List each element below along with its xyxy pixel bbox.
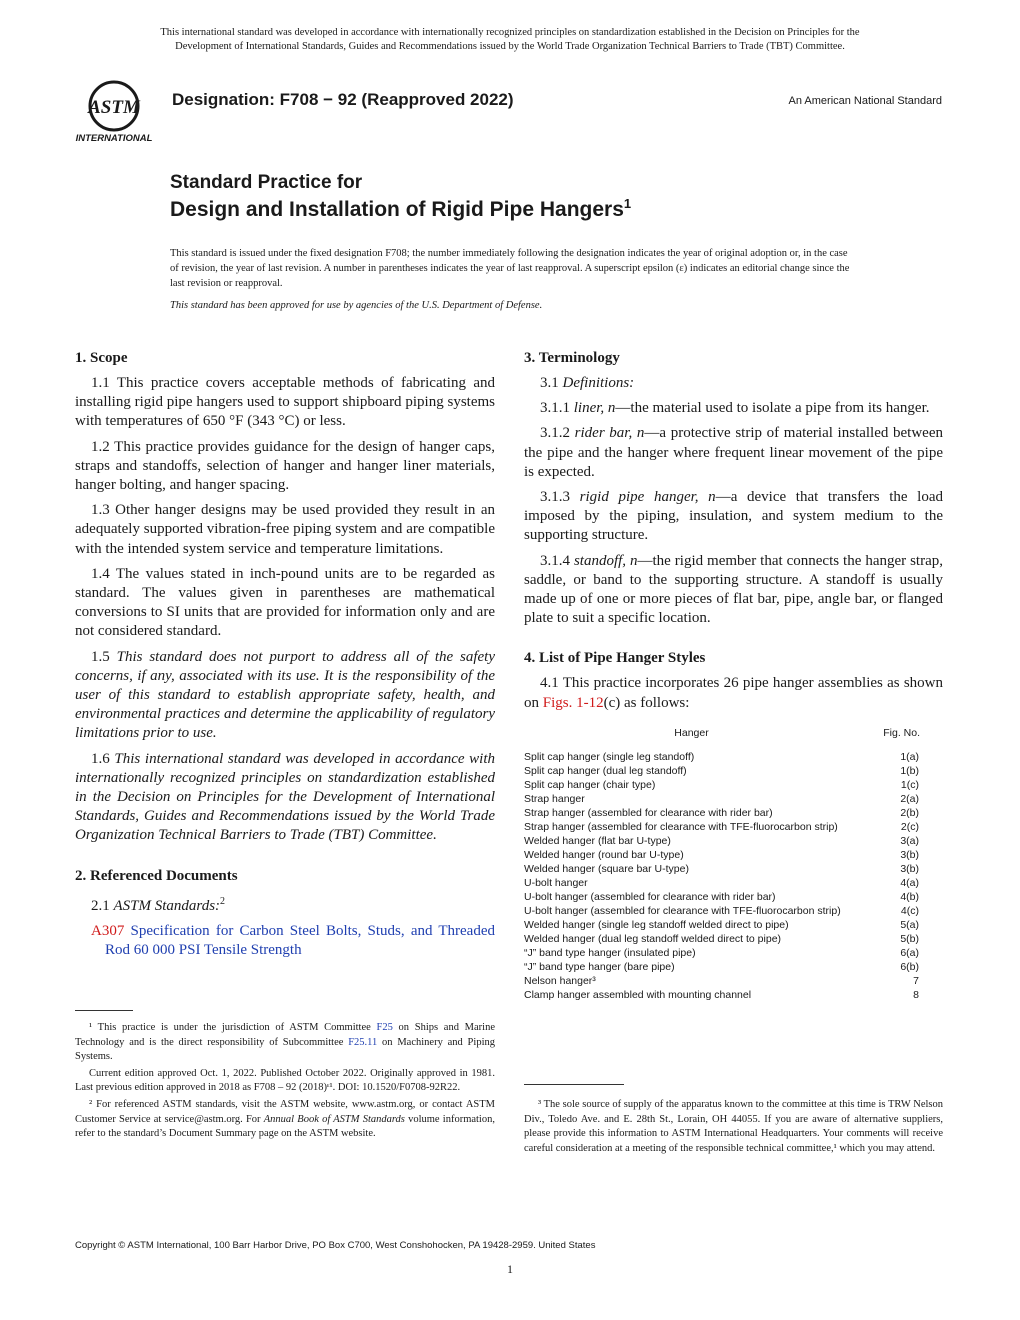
hanger-name: “J” band type hanger (bare pipe)	[524, 961, 675, 973]
footnote-rule-right	[524, 1084, 624, 1085]
footnote-3-text: ³ The sole source of supply of the apparatus known to the committee at this time is TRW Nelson Div., Toledo Ave. and E. 28th St., Lorain, OH 44055. If you are aware of alternative suppliers, please provide this information to ASTM International Headquarters. Your comments will receive careful consideration at a meeting of the responsible technical committee,¹ which you may attend.	[524, 1099, 943, 1154]
footnote-1-tail: on Machinery and Piping Systems.	[75, 1036, 495, 1063]
hanger-fig-no: 3(a)	[900, 835, 919, 847]
table-row	[524, 834, 920, 848]
definition-num: 3.1.2	[540, 425, 570, 442]
definition-text: —a protective strip of material installed between the pipe and the hanger where frequent linear movement of the pipe is expected.	[524, 425, 944, 480]
hanger-name: Split cap hanger (chair type)	[524, 779, 656, 791]
footnote-rule-left	[75, 1010, 133, 1011]
para-4-1-text: 4.1 This practice incorporates 26 pipe hanger assemblies as shown on	[524, 675, 943, 711]
hanger-name: Welded hanger (flat bar U-type)	[524, 835, 671, 847]
table-row	[524, 862, 920, 876]
table-row	[524, 960, 920, 974]
copyright: Copyright © ASTM International, 100 Barr Harbor Drive, PO Box C700, West Conshohocken, PA 19428-2959. United States	[75, 1240, 596, 1251]
table-row	[524, 778, 920, 792]
footnotes-left	[75, 1021, 495, 1144]
hanger-fig-no: 6(a)	[900, 947, 919, 959]
footnote-2-tail: volume information, refer to the standard’s Document Summary page on the ASTM website.	[75, 1113, 495, 1140]
hanger-name: Split cap hanger (dual leg standoff)	[524, 765, 687, 777]
para-1-6-num: 1.6	[91, 750, 110, 767]
para-1-4: 1.4 The values stated in inch-pound units are to be regarded as standard. The values given in parentheses are mathematical conversions to SI units that are provided for information only and are not considered standard.	[75, 565, 495, 640]
hanger-fig-no: 4(c)	[900, 905, 919, 917]
fig-column-header: Fig. No.	[883, 727, 920, 739]
table-row	[524, 904, 920, 918]
footnote-1	[75, 1021, 495, 1065]
dod-note: This standard has been approved for use by agencies of the U.S. Department of Defense.	[170, 300, 543, 311]
hanger-name: U-bolt hanger (assembled for clearance with TFE-fluorocarbon strip)	[524, 905, 841, 917]
para-2-1-label: ASTM Standards:	[113, 897, 221, 914]
definition-text: —the material used to isolate a pipe from its hanger.	[615, 400, 930, 417]
designation: Designation: F708 − 92 (Reapproved 2022)	[172, 90, 514, 109]
para-3-1-label: Definitions:	[562, 375, 635, 391]
reference-a307[interactable]	[75, 922, 495, 960]
para-1-3: 1.3 Other hanger designs may be used provided they result in an adequately supported vibration-free piping system and are compatible with the intended system service and temperature limitations.	[75, 502, 495, 557]
hanger-name: Strap hanger (assembled for clearance with rider bar)	[524, 807, 773, 819]
hanger-column-header: Hanger	[674, 727, 709, 739]
hanger-name: “J” band type hanger (insulated pipe)	[524, 947, 696, 959]
footnote-2-text: ² For referenced ASTM standards, visit the ASTM website, www.astm.org, or contact ASTM Customer Service at service@astm.org. For	[75, 1098, 495, 1125]
para-4-1-tail: (c) as follows:	[603, 694, 690, 711]
para-1-5-num: 1.5	[91, 648, 110, 665]
table-row	[524, 876, 920, 890]
hanger-name: Strap hanger (assembled for clearance with TFE-fluorocarbon strip)	[524, 821, 838, 833]
hanger-name: Clamp hanger assembled with mounting channel	[524, 989, 752, 1001]
table-row	[524, 764, 920, 778]
title-line-2	[170, 196, 631, 222]
hanger-table-body	[524, 750, 920, 1002]
table-row	[524, 988, 920, 1002]
hanger-fig-no: 3(b)	[900, 863, 919, 875]
para-1-6	[75, 750, 495, 846]
footnote-1-mid: on Ships and Marine Technology and is the direct responsibility of Subcommittee	[75, 1022, 495, 1048]
hanger-fig-no: 5(a)	[900, 919, 919, 931]
para-1-1: 1.1 This practice covers acceptable methods of fabricating and installing rigid pipe hangers used to support shipboard piping systems with temperatures of 650 °F (343 °C) or less.	[75, 375, 495, 430]
para-3-1-num: 3.1	[540, 375, 559, 391]
astm-logo	[66, 78, 162, 144]
definition-text: —the rigid member that connects the hanger strap, saddle, or band to the supporting structure. A standoff is usually made up of one or more pieces of flat bar, pipe, angle bar, or flanged plate to suit a specific location.	[524, 552, 943, 627]
definition-term: liner, n	[573, 400, 616, 417]
para-1-6-text: This international standard was developed in accordance with internationally recognized principles on standardization established in the Decision on Principles for the Development of International Standards, Guides and Recommendations issued by the World Trade Organization Technical Barriers to Trade (TBT) Committee.	[75, 750, 495, 844]
table-row	[524, 792, 920, 806]
reference-title[interactable]: Specification for Carbon Steel Bolts, Studs, and Threaded Rod 60 000 PSI Tensile Strength	[105, 922, 495, 959]
table-row	[524, 932, 920, 946]
hanger-fig-no: 1(c)	[900, 779, 919, 791]
hanger-name: Welded hanger (dual leg standoff welded direct to pipe)	[524, 933, 782, 945]
table-row	[524, 946, 920, 960]
page-number: 1	[507, 1262, 513, 1276]
para-1-5	[75, 648, 495, 744]
left-column	[75, 348, 495, 960]
reference-code[interactable]: A307	[91, 922, 125, 939]
table-row	[524, 820, 920, 834]
para-3-1	[524, 374, 943, 393]
para-2-1-sup: 2	[220, 895, 226, 907]
hanger-name: Welded hanger (single leg standoff welded direct to pipe)	[524, 919, 789, 931]
table-row	[524, 890, 920, 904]
wto-notice-line-2: Development of International Standards, Guides and Recommendations issued by the World Trade Organization Technical Barriers to Trade (TBT) Committee.	[175, 41, 845, 52]
definition-term: rigid pipe hanger, n	[579, 489, 716, 506]
footnote-3	[524, 1098, 943, 1158]
right-column	[524, 348, 943, 719]
wto-notice-line-1: This international standard was developed in accordance with internationally recognized principles on standardization established in the Decision on Principles for the	[160, 27, 860, 38]
definition-rider-bar	[524, 424, 943, 482]
footnote-2	[75, 1098, 495, 1142]
definition-liner	[524, 399, 943, 418]
hanger-fig-no: 4(b)	[900, 891, 919, 903]
title-footnote-mark: 1	[623, 196, 632, 211]
hanger-name: U-bolt hanger	[524, 877, 588, 889]
section-3-heading: 3. Terminology	[524, 350, 620, 366]
hanger-fig-no: 8	[913, 989, 919, 1001]
table-row	[524, 806, 920, 820]
definition-term: rider bar, n	[574, 425, 645, 442]
table-row	[524, 750, 920, 764]
wto-notice	[60, 26, 960, 54]
hanger-name: Welded hanger (round bar U-type)	[524, 849, 684, 861]
hanger-fig-no: 5(b)	[900, 933, 919, 945]
para-2-1-num: 2.1	[91, 897, 110, 914]
footnote-2-italic: Annual Book of ASTM Standards	[263, 1113, 405, 1125]
definition-text: —a device that transfers the load imposed by the piping, insulation, and system medium to the supporting structure.	[524, 489, 944, 544]
hanger-fig-no: 2(c)	[900, 821, 919, 833]
table-row	[524, 918, 920, 932]
hanger-fig-no: 2(b)	[900, 807, 919, 819]
hanger-name: Strap hanger	[524, 793, 585, 805]
hanger-fig-no: 2(a)	[900, 793, 919, 805]
astm-logo-subtext: INTERNATIONAL	[75, 133, 153, 144]
hanger-name: Welded hanger (square bar U-type)	[524, 863, 689, 875]
title-text: Design and Installation of Rigid Pipe Hangers	[170, 198, 624, 221]
section-2-heading: 2. Referenced Documents	[75, 867, 238, 884]
astm-logo-text: ASTM	[88, 97, 140, 118]
table-row	[524, 974, 920, 988]
definition-standoff	[524, 552, 943, 629]
hanger-fig-no: 4(a)	[900, 877, 919, 889]
hanger-fig-no: 3(b)	[900, 849, 919, 861]
committee-link[interactable]: F25	[376, 1022, 393, 1033]
para-1-2: 1.2 This practice provides guidance for the design of hanger caps, straps and standoffs, selection of hanger and hanger liner materials, hanger bolting, and hanger spacing.	[75, 438, 495, 494]
para-4-1	[524, 674, 943, 712]
footnote-1-text: ¹ This practice is under the jurisdiction of ASTM Committee	[89, 1022, 377, 1033]
definition-term: standoff, n	[573, 552, 638, 569]
hanger-name: Nelson hanger³	[524, 975, 596, 987]
section-4-heading: 4. List of Pipe Hanger Styles	[524, 650, 706, 667]
hanger-name: U-bolt hanger (assembled for clearance with rider bar)	[524, 891, 776, 903]
hanger-table-header	[524, 726, 920, 750]
footnote-1b: Current edition approved Oct. 1, 2022. Published October 2022. Originally approved in 1981. Last previous edition approved in 2018 as F708 – 92 (2018)ᵋ¹. DOI: 10.1520/F0708-92R22.	[75, 1067, 495, 1094]
definition-num: 3.1.3	[540, 489, 570, 506]
para-1-5-text: This standard does not purport to address all of the safety concerns, if any, associated with its use. It is the responsibility of the user of this standard to establish appropriate safety, health, and environmental practices and determine the applicability of regulatory limitations prior to use.	[75, 648, 496, 742]
hanger-fig-no: 6(b)	[900, 961, 919, 973]
hanger-fig-no: 7	[913, 975, 919, 987]
definition-num: 3.1.1	[540, 400, 570, 417]
definition-rigid-pipe-hanger	[524, 488, 943, 546]
figs-link[interactable]: Figs. 1-12	[542, 694, 604, 711]
title-line-1: Standard Practice for	[170, 172, 363, 193]
hanger-fig-no: 1(b)	[900, 765, 919, 777]
issued-note: This standard is issued under the fixed designation F708; the number immediately following the designation indicates the year of original adoption or, in the case of revision, the year of last revision. A number in parentheses indicates the year of last reapproval. A superscript epsilon (ε) indicates an editorial change since the last revision or reapproval.	[170, 248, 850, 289]
table-row	[524, 848, 920, 862]
subcommittee-link[interactable]: F25.11	[348, 1036, 378, 1048]
hanger-table	[524, 726, 920, 1002]
definition-num: 3.1.4	[540, 552, 570, 569]
national-standard-label: An American National Standard	[788, 95, 942, 107]
hanger-fig-no: 1(a)	[900, 751, 919, 763]
section-1-heading: 1. Scope	[75, 350, 128, 366]
para-2-1	[75, 892, 495, 916]
hanger-name: Split cap hanger (single leg standoff)	[524, 751, 695, 763]
